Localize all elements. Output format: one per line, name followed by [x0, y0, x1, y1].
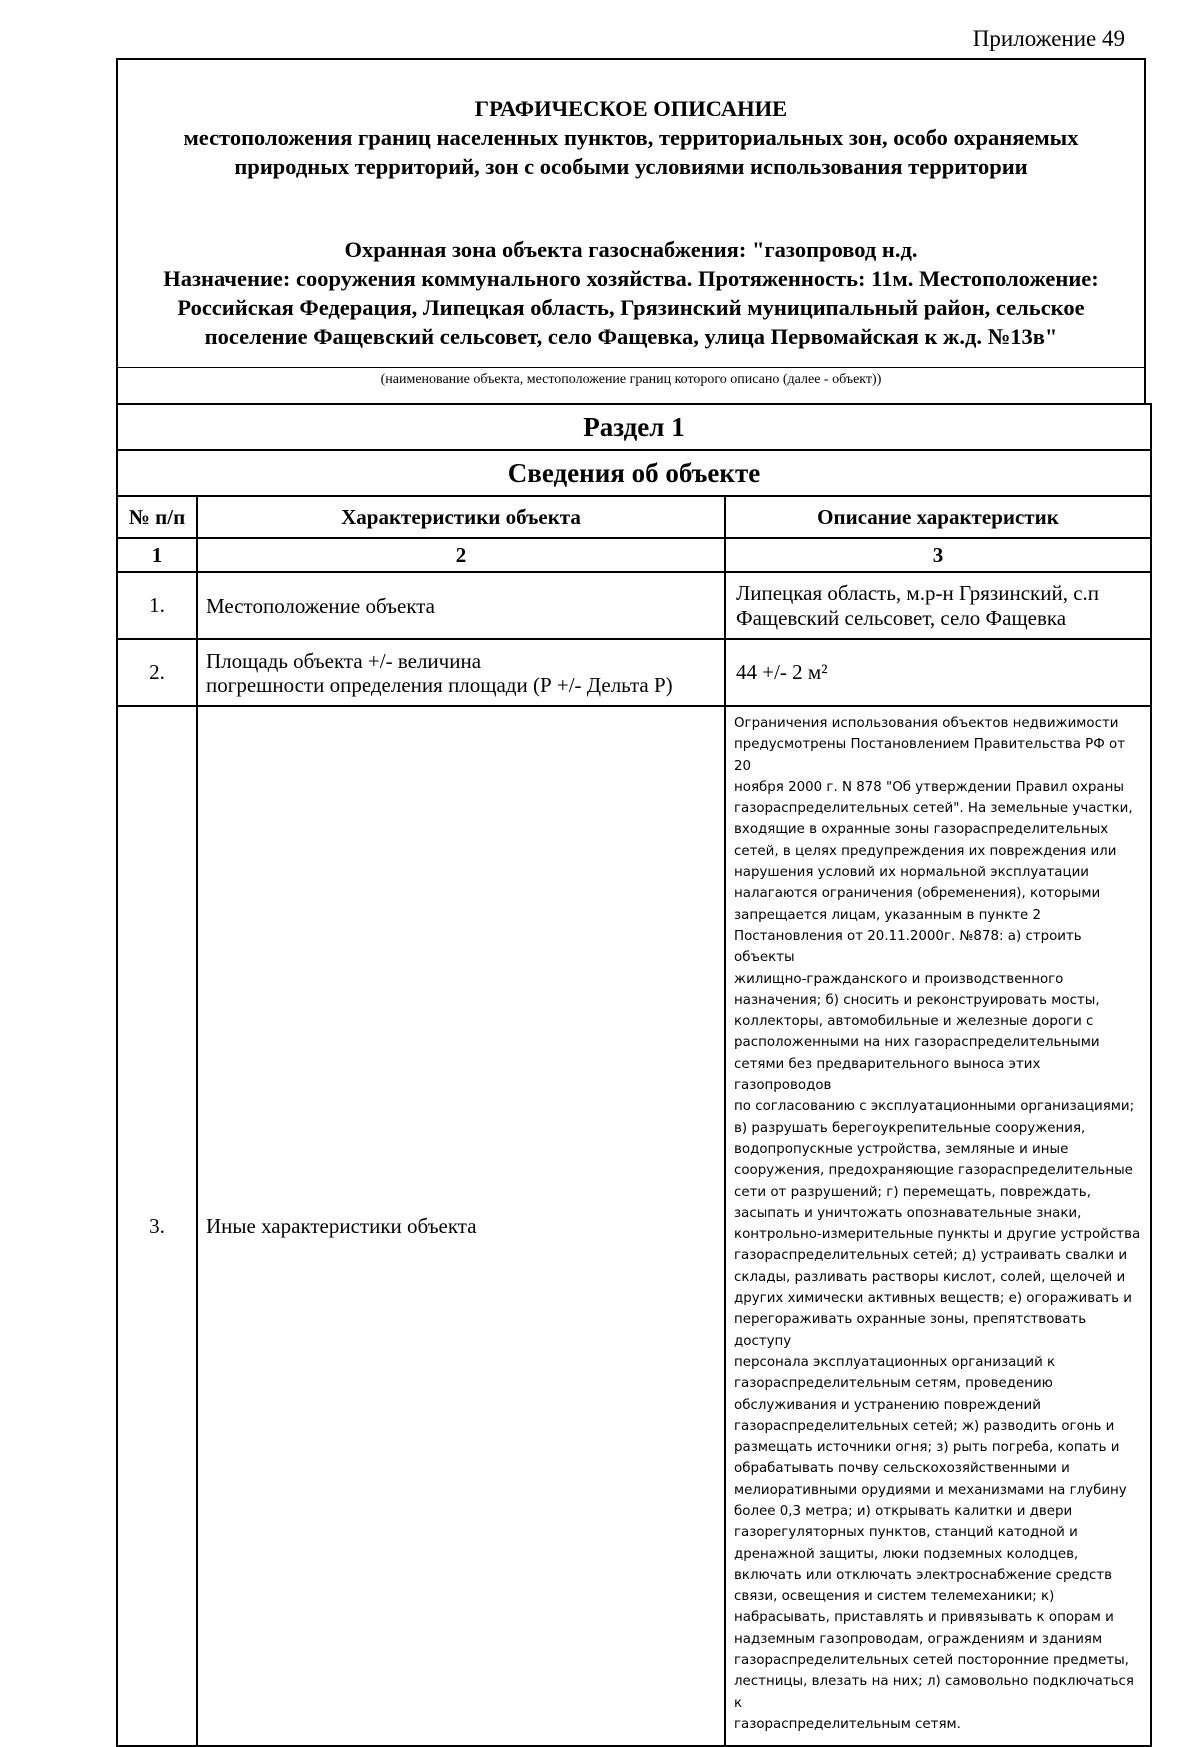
description-line: ноября 2000 г. N 878 "Об утверждении Правил охраны [734, 779, 1124, 795]
description-line: газорегуляторных пунктов, станций катодной и [734, 1525, 1078, 1541]
description-line: сети от разрушений; г) перемещать, повреждать, [734, 1184, 1091, 1200]
description-line: Постановления от 20.11.2000г. №878: а) строить объекты [734, 928, 1082, 966]
description-line: надземным газопроводам, ограждениям и зданиям [734, 1631, 1103, 1647]
section-title-row [117, 404, 1151, 450]
description-line: обслуживания и устранению повреждений [734, 1397, 1041, 1413]
description-line: назначения; б) сносить и реконструировать мосты, [734, 992, 1100, 1008]
object-line: Назначение: сооружения коммунального хозяйства. Протяженность: 11м. Местоположение: [163, 266, 1099, 291]
document-header [116, 58, 1146, 367]
description-line: включать или отключать электроснабжение средств [734, 1567, 1113, 1583]
row-characteristic: Иные характеристики объекта [197, 706, 725, 1746]
row-description: 44 +/- 2 м² [725, 639, 1151, 706]
description-line: обрабатывать почву сельскохозяйственными и [734, 1461, 1070, 1477]
object-caption: (наименование объекта, местоположение границ которого описано (далее - объект)) [380, 372, 882, 387]
description-line: более 0,3 метра; и) открывать калитки и двери [734, 1503, 1073, 1519]
row-number: 2. [117, 639, 197, 706]
description-line: набрасывать, приставлять и привязывать к опорам и [734, 1610, 1114, 1626]
row-number: 3. [117, 706, 197, 1746]
section-subtitle: Сведения об объекте [117, 450, 1151, 496]
description-line: сетями без предварительного выноса этих газопроводов [734, 1056, 1041, 1094]
column-number: 3 [725, 538, 1151, 572]
object-line: Российская Федерация, Липецкая область, Грязинский муниципальный район, сельское [177, 295, 1085, 320]
description-line: газораспределительных сетей; ж) разводить огонь и [734, 1418, 1115, 1434]
description-line: персонала эксплуатационных организаций к [734, 1354, 1056, 1370]
description-line: водопропускные устройства, земляные и иные [734, 1141, 1069, 1157]
caption-divider [118, 367, 1144, 368]
document-frame [116, 58, 1146, 1747]
title-line: местоположения границ населенных пунктов, территориальных зон, особо охраняемых [183, 125, 1079, 150]
description-line: коллекторы, автомобильные и железные дороги с [734, 1014, 1094, 1030]
description-line: засыпать и уничтожать опознавательные знаки, [734, 1205, 1082, 1221]
row-characteristic [197, 639, 725, 706]
description-line: жилищно-гражданского и производственного [734, 971, 1064, 987]
description-line: связи, освещения и систем телемеханики; к) [734, 1589, 1055, 1605]
section-subtitle-row [117, 450, 1151, 496]
column-number: 1 [117, 538, 197, 572]
description-line: сетей, в целях предупреждения их повреждения или [734, 843, 1117, 859]
table-row [117, 706, 1151, 1746]
description-line: перегораживать охранные зоны, препятствовать доступу [734, 1312, 1087, 1349]
description-line: газораспределительных сетей". На земельные участки, [734, 801, 1133, 817]
object-table [116, 403, 1152, 1747]
description-line: по согласованию с эксплуатационными организациями; [734, 1099, 1135, 1115]
object-name [118, 235, 1144, 351]
description-line: дренажной защиты, люки подземных колодцев, [734, 1546, 1079, 1562]
column-number-row [117, 538, 1151, 572]
description-line: сооружения, предохраняющие газораспределительные [734, 1163, 1133, 1179]
description-line: мелиоративными орудиями и механизмами на глубину [734, 1482, 1127, 1498]
document-title [118, 94, 1144, 181]
appendix-label: Приложение 49 [972, 26, 1125, 51]
description-line: контрольно-измерительные пункты и другие устройства [734, 1227, 1141, 1243]
table-header-row [117, 496, 1151, 538]
object-line: Охранная зона объекта газоснабжения: "газопровод н.д. [344, 237, 918, 262]
description-line: других химически активных веществ; е) огораживать и [734, 1291, 1132, 1307]
title-line: ГРАФИЧЕСКОЕ ОПИСАНИЕ [474, 96, 788, 121]
title-line: природных территорий, зон с особыми условиями использования территории [234, 154, 1028, 179]
description-line: газораспределительных сетей посторонние предметы, [734, 1653, 1129, 1669]
description-line: предусмотрены Постановлением Правительства РФ от 20 [734, 737, 1126, 774]
description-line: размещать источники огня; з) рыть погреба, копать и [734, 1440, 1120, 1456]
description-line: входящие в охранные зоны газораспределительных [734, 822, 1109, 838]
object-line: поселение Фащевский сельсовет, село Фащевка, улица Первомайская к ж.д. №13в" [204, 324, 1058, 349]
row-description [725, 706, 1151, 1746]
description-line: в) разрушать берегоукрепительные сооружения, [734, 1120, 1086, 1136]
description-line: склады, разливать растворы кислот, солей, щелочей и [734, 1269, 1126, 1285]
row-number: 1. [117, 572, 197, 639]
section-title: Раздел 1 [117, 404, 1151, 450]
table-row [117, 572, 1151, 639]
characteristic-line: погрешности определения площади (Р +/- Дельта Р) [206, 672, 673, 697]
column-number: 2 [197, 538, 725, 572]
characteristic-line: Площадь объекта +/- величина [206, 648, 482, 673]
row-description [725, 572, 1151, 639]
description-line: газораспределительным сетям. [734, 1716, 961, 1732]
column-header: Характеристики объекта [197, 496, 725, 538]
description-line: Ограничения использования объектов недвижимости [734, 716, 1119, 731]
description-line: Фащевский сельсовет, село Фащевка [736, 605, 1067, 630]
description-line: расположенными на них газораспределительными [734, 1035, 1100, 1051]
column-header: № п/п [117, 496, 197, 538]
description-line: Липецкая область, м.р-н Грязинский, с.п [736, 580, 1100, 605]
description-line: газораспределительных сетей; д) устраивать свалки и [734, 1248, 1128, 1264]
description-line: налагаются ограничения (обременения), которыми [734, 886, 1101, 902]
table-row [117, 639, 1151, 706]
description-line: газораспределительным сетям, проведению [734, 1376, 1053, 1392]
description-line: запрещается лицам, указанным в пункте 2 [734, 907, 1042, 923]
caption-box [116, 367, 1146, 403]
row-characteristic: Местоположение объекта [197, 572, 725, 639]
column-header: Описание характеристик [725, 496, 1151, 538]
description-line: лестницы, влезать на них; л) самовольно подключаться к [734, 1674, 1134, 1711]
description-line: нарушения условий их нормальной эксплуатации [734, 865, 1090, 881]
